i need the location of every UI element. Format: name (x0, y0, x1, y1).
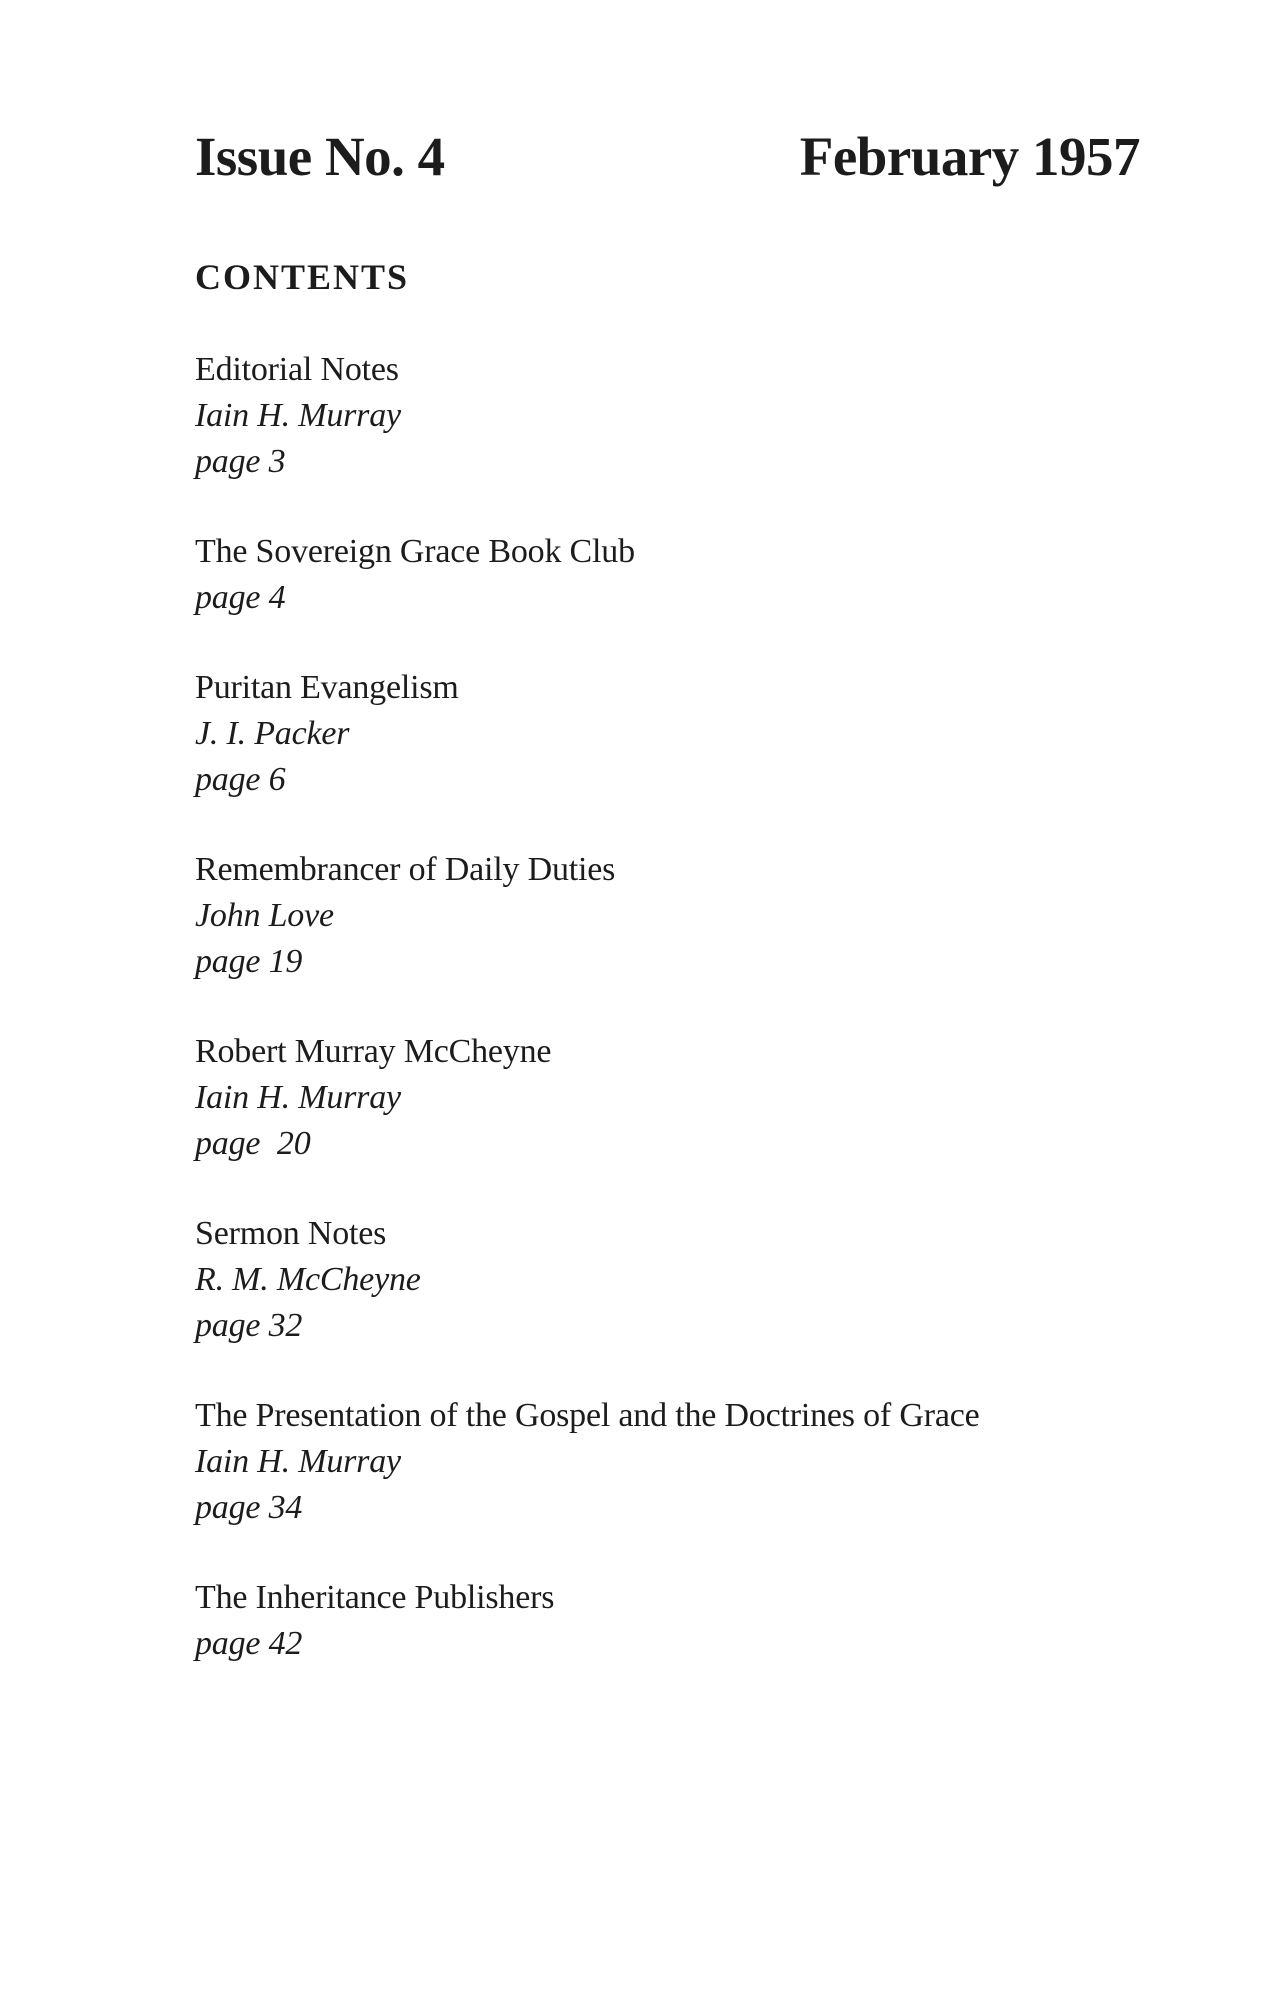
entry-title: The Sovereign Grace Book Club (195, 533, 635, 570)
entry-page: page 20 (195, 1125, 311, 1162)
entry-page: page 3 (195, 443, 286, 480)
entry-page: page 34 (195, 1489, 303, 1526)
toc-entry (195, 1211, 1135, 1349)
entry-page: page 6 (195, 761, 286, 798)
entry-author: R. M. McCheyne (195, 1261, 421, 1298)
toc-entry (195, 1029, 1135, 1167)
entry-author: J. I. Packer (195, 715, 350, 752)
entry-page: page 42 (195, 1625, 303, 1662)
toc-entry (195, 665, 1135, 803)
entry-page: page 4 (195, 579, 286, 616)
entry-page: page 32 (195, 1307, 303, 1344)
toc-entry (195, 529, 1135, 621)
entry-author: John Love (195, 897, 334, 934)
contents-heading: CONTENTS (195, 257, 410, 297)
entry-title: Puritan Evangelism (195, 669, 459, 706)
entry-title: Robert Murray McCheyne (195, 1033, 552, 1070)
entry-title: The Presentation of the Gospel and the Doctrines of Grace (195, 1397, 980, 1434)
entry-page: page 19 (195, 943, 303, 980)
entry-title: Sermon Notes (195, 1215, 387, 1252)
page-header (195, 126, 1140, 187)
entry-title: Editorial Notes (195, 351, 399, 388)
table-of-contents (195, 347, 1135, 1711)
entry-author: Iain H. Murray (195, 1443, 401, 1480)
entry-title: Remembrancer of Daily Duties (195, 851, 616, 888)
issue-date: February 1957 (799, 126, 1140, 187)
issue-number: Issue No. 4 (195, 126, 445, 187)
entry-author: Iain H. Murray (195, 397, 401, 434)
toc-entry (195, 1575, 1135, 1667)
entry-author: Iain H. Murray (195, 1079, 401, 1116)
toc-entry (195, 1393, 1135, 1531)
toc-entry (195, 347, 1135, 485)
toc-entry (195, 847, 1135, 985)
entry-title: The Inheritance Publishers (195, 1579, 555, 1616)
